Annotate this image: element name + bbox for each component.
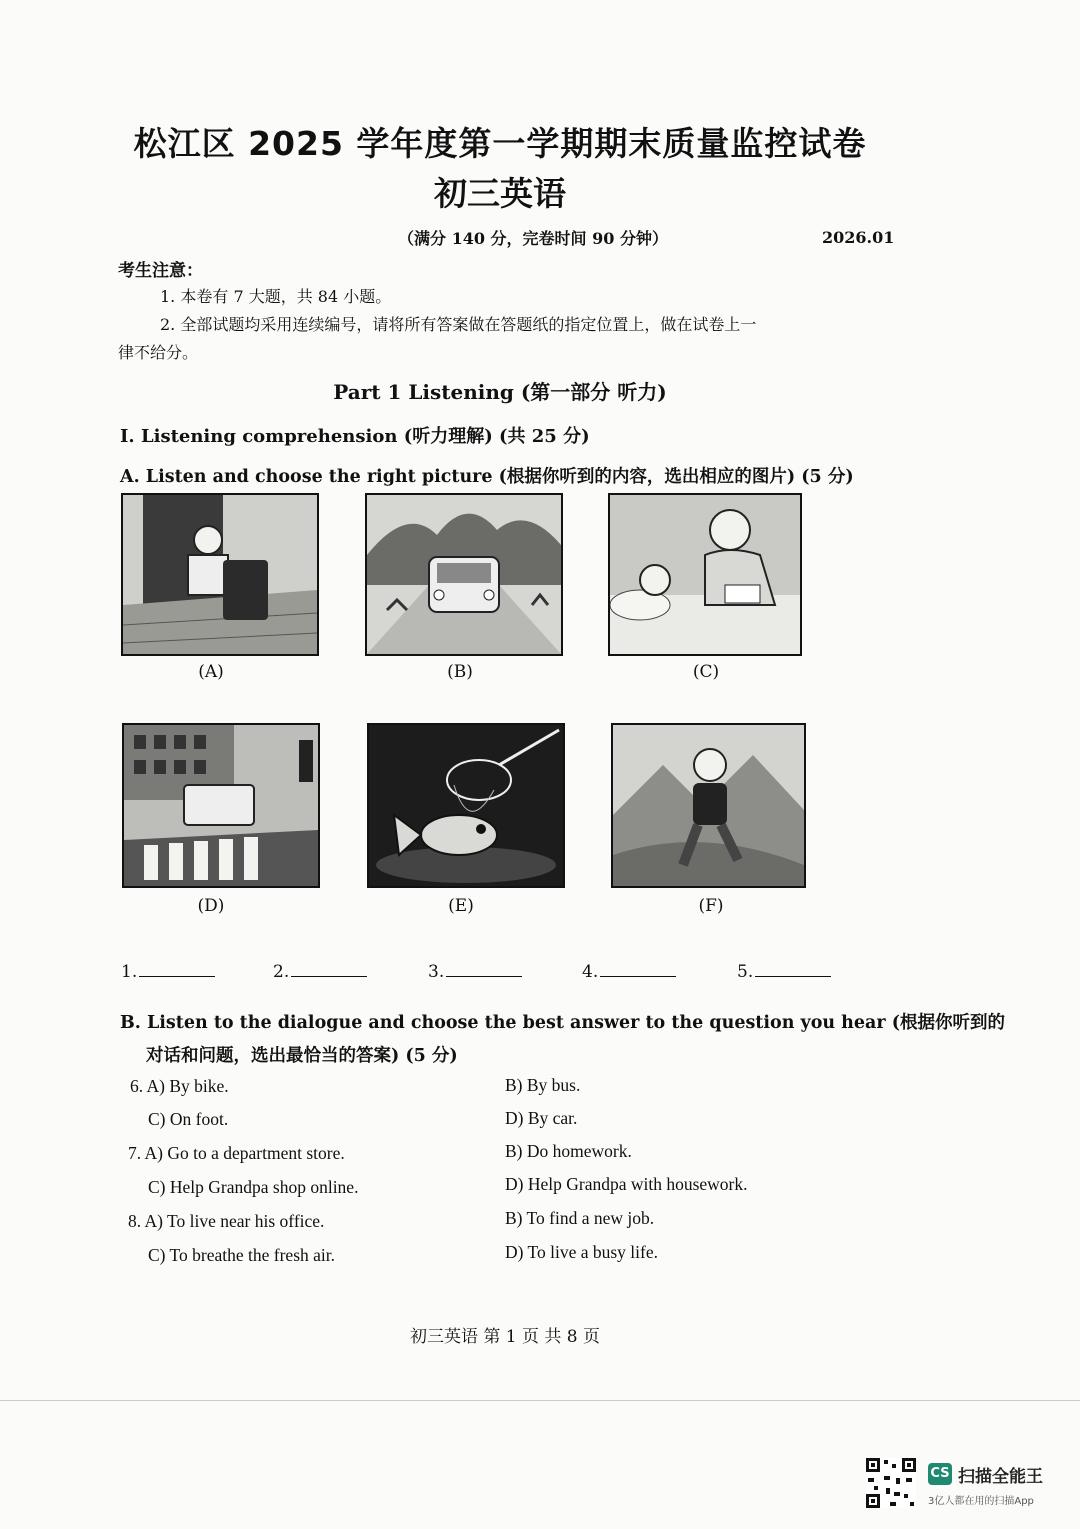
q7-option-d: D) Help Grandpa with housework.: [505, 1174, 748, 1194]
picture-f-label: (F): [698, 896, 724, 916]
answer-blank-4[interactable]: [582, 960, 676, 982]
q7-option-c: C) Help Grandpa shop online.: [148, 1177, 359, 1197]
q6-option-c: C) On foot.: [148, 1109, 229, 1129]
q8-option-d: D) To live a busy life.: [505, 1242, 659, 1262]
section-b-heading-cont: 对话和问题，选出最恰当的答案) (5 分): [146, 1046, 458, 1066]
answer-blank-1[interactable]: [121, 960, 215, 982]
blank-number: 2.: [273, 962, 290, 982]
q6-option-d: D) By car.: [505, 1108, 578, 1128]
blank-number: 3.: [428, 962, 445, 982]
page-footer: 初三英语 第 1 页 共 8 页: [409, 1327, 601, 1347]
answer-blank-5[interactable]: [737, 960, 831, 982]
picture-e: [367, 723, 565, 888]
picture-b: [365, 493, 563, 656]
q8-option-b: B) To find a new job.: [505, 1208, 655, 1228]
picture-f: [611, 723, 806, 888]
picture-d-label: (D): [197, 896, 225, 916]
boy-hiking-illustration: [613, 725, 804, 886]
exam-title: 松江区 2025 学年度第一学期期末质量监控试卷: [133, 124, 867, 163]
picture-d: [122, 723, 320, 888]
exam-date: 2026.01: [822, 228, 895, 247]
picture-c-label: (C): [692, 662, 720, 682]
answer-blank-2[interactable]: [273, 960, 367, 982]
blank-number: 1.: [121, 962, 138, 982]
part-heading: Part 1 Listening (第一部分 听力): [333, 380, 667, 404]
exam-subject: 初三英语: [434, 174, 566, 213]
camscanner-tagline: 3亿人都在用的扫描App: [928, 1496, 1034, 1507]
picture-b-label: (B): [447, 662, 473, 682]
q7-option-b: B) Do homework.: [505, 1141, 632, 1161]
picture-e-label: (E): [448, 896, 474, 916]
notice-item-1: 1. 本卷有 7 大题，共 84 小题。: [160, 287, 392, 306]
camscanner-logo-icon: CS: [928, 1463, 952, 1485]
exam-meta: （满分 140 分，完卷时间 90 分钟）: [398, 229, 668, 248]
camscanner-name: 扫描全能王: [958, 1467, 1043, 1487]
q6-option-b: B) By bus.: [505, 1075, 581, 1095]
section-heading: I. Listening comprehension (听力理解) (共 25 分): [120, 426, 590, 447]
car-deer-road-illustration: [367, 495, 561, 654]
page-divider: [0, 1400, 1080, 1401]
notice-heading: 考生注意：: [118, 261, 203, 281]
qr-code-icon: [866, 1458, 916, 1508]
q6-option-a: 6. A) By bike.: [130, 1076, 229, 1096]
section-a-heading: A. Listen and choose the right picture (根据你听到的内容，选出相应的图片) (5 分): [120, 467, 854, 487]
section-b-heading: B. Listen to the dialogue and choose the best answer to the question you hear (根据你听到的: [120, 1013, 1005, 1033]
notice-item-2: 2. 全部试题均采用连续编号，请将所有答案做在答题纸的指定位置上，做在试卷上一: [160, 315, 757, 334]
answer-blank-3[interactable]: [428, 960, 522, 982]
blank-number: 4.: [582, 962, 599, 982]
fish-net-illustration: [369, 725, 563, 886]
q8-option-c: C) To breathe the fresh air.: [148, 1245, 335, 1265]
father-reading-illustration: [610, 495, 800, 654]
picture-a: [121, 493, 319, 656]
boy-suitcase-illustration: [123, 495, 317, 654]
blank-number: 5.: [737, 962, 754, 982]
q8-option-a: 8. A) To live near his office.: [128, 1211, 325, 1231]
crosswalk-bus-illustration: [124, 725, 318, 886]
q7-option-a: 7. A) Go to a department store.: [128, 1143, 345, 1163]
picture-c: [608, 493, 802, 656]
notice-item-2-cont: 律不给分。: [118, 343, 199, 362]
picture-a-label: (A): [198, 662, 224, 682]
